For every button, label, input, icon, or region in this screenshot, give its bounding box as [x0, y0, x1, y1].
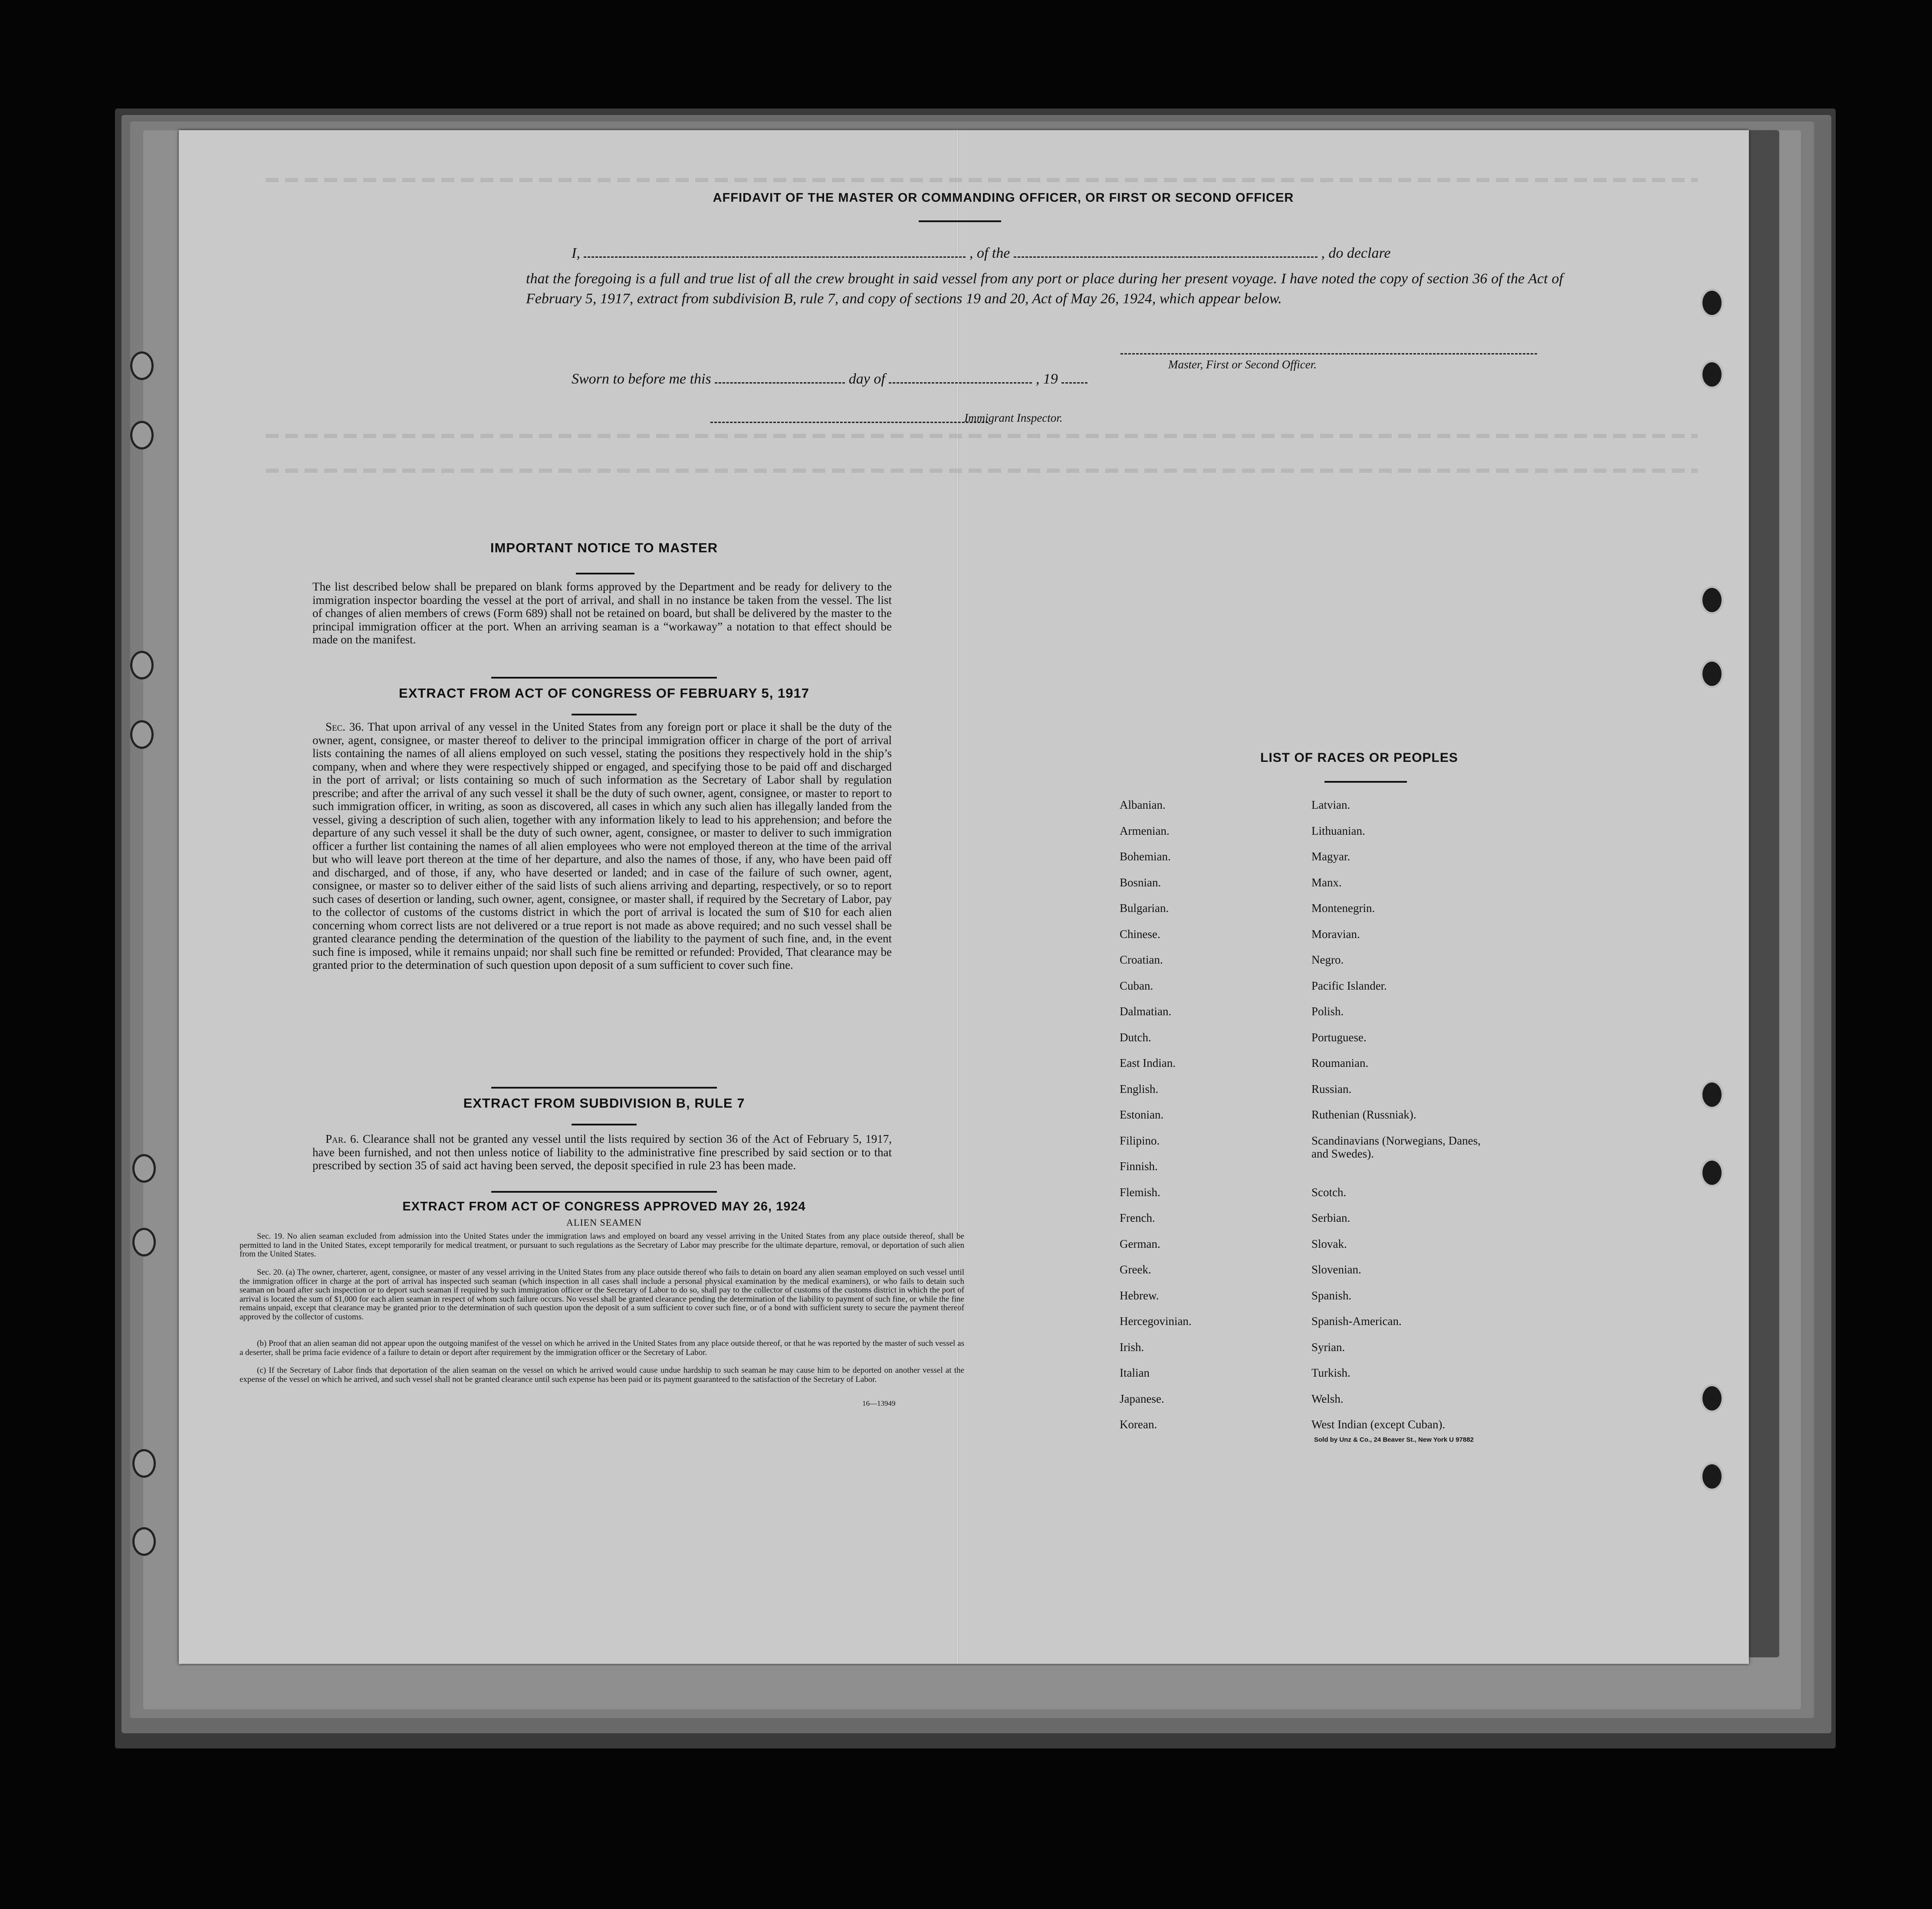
- year-blank: [1061, 374, 1088, 384]
- vessel-blank: [1014, 248, 1318, 258]
- race-item: Cuban.: [1120, 979, 1153, 992]
- punch-hole: [132, 1228, 156, 1256]
- race-item: Italian: [1120, 1366, 1150, 1379]
- race-item: Moravian.: [1311, 927, 1360, 941]
- extract-1917-body: [312, 720, 892, 972]
- title-rule: [572, 714, 637, 715]
- extract-rule7-body: [312, 1132, 892, 1172]
- race-item: West Indian (except Cuban).: [1311, 1418, 1446, 1431]
- race-item: Roumanian.: [1311, 1056, 1369, 1069]
- race-item: Manx.: [1311, 876, 1342, 889]
- race-item: Finnish.: [1120, 1160, 1158, 1173]
- punch-hole: [1700, 1384, 1724, 1413]
- race-item: French.: [1120, 1211, 1155, 1224]
- race-item: Bohemian.: [1120, 850, 1171, 863]
- race-item: Greek.: [1120, 1263, 1151, 1276]
- bleed-through: [266, 178, 1698, 182]
- punch-hole: [130, 651, 154, 679]
- race-item: Serbian.: [1311, 1211, 1350, 1224]
- punch-hole: [132, 1449, 156, 1478]
- race-item: Portuguese.: [1311, 1030, 1367, 1044]
- month-blank: [889, 374, 1032, 384]
- form-number: 16—13949: [862, 1399, 896, 1407]
- section-text: That upon arrival of any vessel in the United States from any foreign port or place it shall be the duty of the owner, agent, consignee, or master thereof to deliver to the principal immigration officer in charge of the port of arrival lists containing the names of all aliens employed on such vessel, stating the positions they respectively hold in the ship’s company, when and where they were respectively shipped or engaged, and specifying those to be paid off and discharged in the port of arrival; or lists containing so much of such information as the Secretary of Labor shall by regulation prescribe; and after the arrival of any such vessel it shall be the duty of such owner, agent, consignee, or master to report to such immigration officer, in writing, as soon as discovered, all cases in which any such alien has illegally landed from the vessel, giving a description of such alien, together with any information likely to lead to his apprehension; and before the departure of any such vessel it shall be the duty of such owner, agent, consignee, or master to deliver to such immigration officer a further list containing the names of all alien employees who were not employed thereon at the time of the arrival but who will leave port thereon at the time of her departure, and also the names of those, if any, who have been paid off and discharged, and of those, if any, who have deserted or landed; and in case of the failure of such owner, agent, consignee, or master so to deliver either of the said lists of such aliens arriving and departing, respectively, or so to report such cases of desertion or landing, such owner, agent, consignee, or master shall, if required by the Secretary of Labor, pay to the collector of customs of the customs district in which the port of arrival is located the sum of $10 for each alien concerning whom correct lists are not delivered or a true report is not made as above required; and no such vessel shall be granted clearance pending the determination of the question of the liability to the payment of such fine, and, in the event such fine is imposed, while it remains unpaid; nor shall such fine be remitted or refunded: Provided, That clearance may be granted prior to the determination of such question upon deposit of a sum sufficient to cover such fine.: [312, 720, 892, 971]
- sec-20a-text: Sec. 20. (a) The owner, charterer, agent, consignee, or master of any vessel arriving in the United States from any place outside thereof who fails to detain on board any alien seaman employed on such vessel until the immigration officer in charge at the port of arrival has inspected such seaman (which inspection in all cases shall include a personal physical examination by the medical examiners), or who fails to detain such seaman on board after such inspection or to deport such seaman if required by such immigration officer or the Secretary of Labor to do so, shall pay to the collector of customs of the customs district in which the port of arrival is located the sum of $1,000 for each alien seaman in respect of whom such failure occurs. No vessel shall be granted clearance pending the determination of the liability to payment of such fine, or while the fine remains unpaid, except that clearance may be granted prior to the determination of such question upon the deposit of a sum sufficient to cover such fine, or of a bond with sufficient surety to secure the payment thereof approved by the collector of customs.: [240, 1268, 964, 1322]
- race-item: Lithuanian.: [1311, 824, 1365, 837]
- race-item: Slovak.: [1311, 1237, 1347, 1250]
- race-item: Ruthenian (Russniak).: [1311, 1108, 1416, 1121]
- race-item: Filipino.: [1120, 1134, 1160, 1147]
- year-label: , 19: [1035, 371, 1058, 387]
- race-item: Spanish.: [1311, 1289, 1352, 1302]
- notice-body: The list described below shall be prepared on blank forms approved by the Department and be ready for delivery to the immigration inspector boarding the vessel at the port of arrival, and shall in no instance be taken from the vessel. The list of changes of alien members of crews (Form 689) shall not be retained on board, but shall be delivered by the master to the principal immigration officer at the port. When an arriving seaman is a “workaway” a notation to that effect should be made on the manifest.: [312, 580, 892, 646]
- race-item: Korean.: [1120, 1418, 1157, 1431]
- printer-imprint: Sold by Unz & Co., 24 Beaver St., New York U 97882: [1314, 1436, 1474, 1443]
- race-item: Syrian.: [1311, 1340, 1345, 1354]
- race-item: Scotch.: [1311, 1185, 1347, 1199]
- punch-hole: [1700, 360, 1724, 389]
- sec-20c-text: (c) If the Secretary of Labor finds that deportation of the alien seaman on the vessel on which he arrived would cause undue hardship to such seaman he may cause him to be deported on another vessel at the expense of the vessel on which he arrived, and such vessel shall not be granted clearance until such expense has been paid or its payment guaranteed to the satisfaction of the Secretary of Labor.: [240, 1366, 964, 1384]
- sworn-line: [572, 371, 1088, 387]
- punch-hole: [1700, 659, 1724, 688]
- race-item: Irish.: [1120, 1340, 1144, 1354]
- manifest-page: [179, 130, 1749, 1664]
- section-lead: Par. 6.: [325, 1132, 359, 1145]
- punch-hole: [1700, 1080, 1724, 1109]
- affidavit-do-declare-label: , do declare: [1321, 245, 1391, 261]
- race-item: Estonian.: [1120, 1108, 1164, 1121]
- punch-hole: [1700, 1158, 1724, 1187]
- punch-hole: [1700, 289, 1724, 317]
- day-of-label: day of: [848, 371, 885, 387]
- title-rule: [1324, 781, 1407, 783]
- punch-hole: [130, 351, 154, 380]
- race-item: Spanish-American.: [1311, 1315, 1402, 1328]
- race-item: Latvian.: [1311, 798, 1350, 811]
- race-item: Flemish.: [1120, 1185, 1160, 1199]
- sec-19-text: Sec. 19. No alien seaman excluded from admission into the United States under the immigration laws and employed on board any vessel arriving in the United States from any place outside thereof, shall be permitted to land in the United States, except temporarily for medical treatment, or pursuant to such regulations as the Secretary of Labor may prescribe for the ultimate departure, removal, or deportation of such alien from the United States.: [240, 1232, 964, 1259]
- punch-hole: [130, 720, 154, 749]
- race-item: Albanian.: [1120, 798, 1166, 811]
- signature-line: [1120, 351, 1537, 354]
- race-item: Russian.: [1311, 1082, 1352, 1096]
- inspector-signature-line: [710, 420, 988, 423]
- extract-1924-title: EXTRACT FROM ACT OF CONGRESS APPROVED MAY 26, 1924: [402, 1200, 806, 1214]
- section-rule: [491, 677, 717, 679]
- name-blank: [584, 248, 966, 258]
- day-blank: [715, 374, 845, 384]
- title-rule: [576, 573, 634, 574]
- race-item: Montenegrin.: [1311, 902, 1375, 915]
- race-item: Japanese.: [1120, 1392, 1164, 1405]
- affidavit-i-label: I,: [572, 245, 580, 261]
- race-item: Pacific Islander.: [1311, 979, 1387, 992]
- sworn-label: Sworn to before me this: [572, 371, 711, 387]
- race-item: Chinese.: [1120, 927, 1160, 941]
- section-text: Clearance shall not be granted any vessel until the lists required by section 36 of the Act of February 5, 1917, have been furnished, and not then unless notice of liability to the administrative fine prescribed by said section or to that prescribed by section 35 of said act having been served, the deposit specified in rule 23 has been made.: [312, 1132, 892, 1172]
- section-lead: Sec. 36.: [325, 720, 364, 733]
- race-item: Turkish.: [1311, 1366, 1350, 1379]
- sec-20b-text: (b) Proof that an alien seaman did not appear upon the outgoing manifest of the vessel on which he arrived in the United States from any place outside thereof, or that he was reported by the master of such vessel as a deserter, shall be prima facie evidence of a failure to detain or deport after requirement by the immigration officer or the Secretary of Labor.: [240, 1339, 964, 1357]
- race-item: English.: [1120, 1082, 1159, 1096]
- race-item: Bulgarian.: [1120, 902, 1169, 915]
- extract-rule7-title: EXTRACT FROM SUBDIVISION B, RULE 7: [463, 1096, 745, 1111]
- extract-1917-title: EXTRACT FROM ACT OF CONGRESS OF FEBRUARY 5, 1917: [399, 686, 809, 701]
- race-item: Bosnian.: [1120, 876, 1161, 889]
- race-item: Armenian.: [1120, 824, 1170, 837]
- punch-hole: [1700, 1462, 1724, 1491]
- affidavit-body: that the foregoing is a full and true list of all the crew brought in said vessel from any port or place during her present voyage. I have noted the copy of section 36 of the Act of February 5, 1917, extract from subdivision B, rule 7, and copy of sections 19 and 20, Act of May 26, 1924, which appear below.: [526, 271, 1563, 307]
- race-item: Dutch.: [1120, 1030, 1151, 1044]
- notice-title: IMPORTANT NOTICE TO MASTER: [490, 540, 718, 555]
- race-item: Magyar.: [1311, 850, 1350, 863]
- punch-hole: [132, 1527, 156, 1556]
- race-item: Negro.: [1311, 953, 1344, 966]
- race-item: Scandinavians (Norwegians, Danes, and Swedes).: [1311, 1134, 1481, 1160]
- section-rule: [491, 1191, 717, 1193]
- race-item: Hercegovinian.: [1120, 1315, 1192, 1328]
- race-item: Polish.: [1311, 1005, 1344, 1018]
- affidavit-title: AFFIDAVIT OF THE MASTER OR COMMANDING OFFICER, OR FIRST OR SECOND OFFICER: [713, 191, 1294, 205]
- page-fold: [956, 130, 959, 1664]
- section-rule: [491, 1087, 717, 1089]
- race-item: Hebrew.: [1120, 1289, 1159, 1302]
- race-item: Welsh.: [1311, 1392, 1344, 1405]
- inspector-caption: Immigrant Inspector.: [964, 411, 1063, 424]
- race-item: East Indian.: [1120, 1056, 1176, 1069]
- signature-caption: Master, First or Second Officer.: [1168, 358, 1317, 371]
- title-rule: [572, 1124, 637, 1125]
- race-item: Slovenian.: [1311, 1263, 1361, 1276]
- title-rule: [919, 220, 1001, 222]
- races-title: LIST OF RACES OR PEOPLES: [1260, 751, 1458, 765]
- race-item: German.: [1120, 1237, 1160, 1250]
- affidavit-of-the-label: , of the: [969, 245, 1010, 261]
- punch-hole: [130, 421, 154, 449]
- punch-hole: [132, 1154, 156, 1183]
- affidavit-declaration-line: [572, 245, 1563, 262]
- alien-seamen-subtitle: ALIEN SEAMEN: [566, 1217, 642, 1228]
- race-item: Croatian.: [1120, 953, 1163, 966]
- bleed-through: [266, 469, 1698, 473]
- race-item: Dalmatian.: [1120, 1005, 1172, 1018]
- bleed-through: [266, 434, 1698, 438]
- punch-hole: [1700, 586, 1724, 614]
